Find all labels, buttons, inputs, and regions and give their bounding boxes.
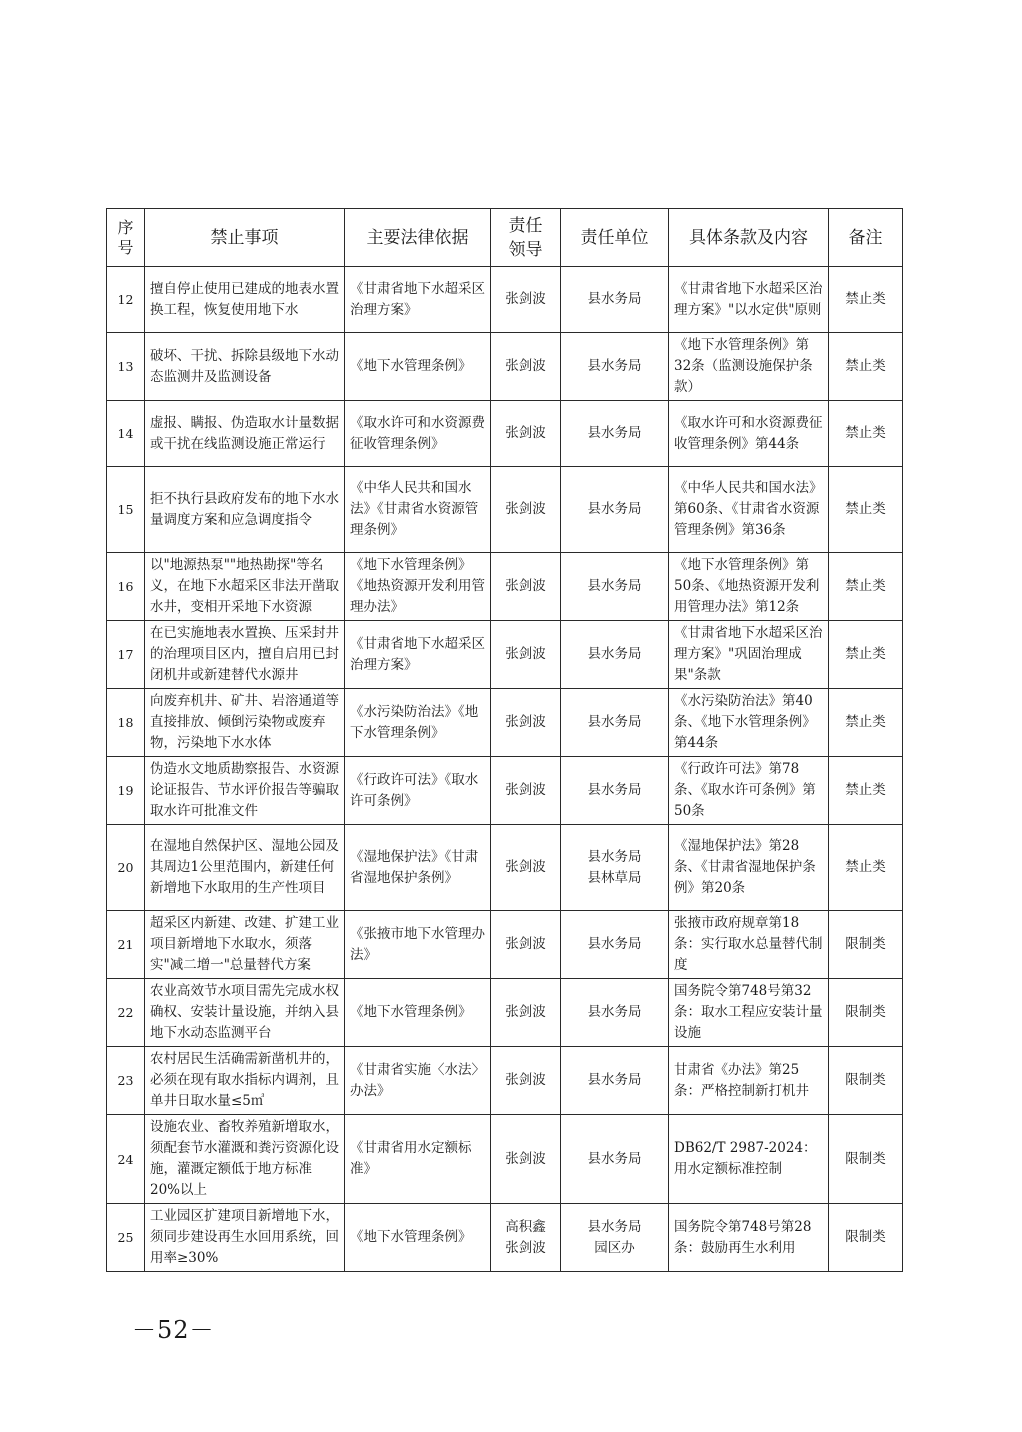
table-row — [107, 467, 903, 553]
cell-item: 以"地源热泵""地热勘探"等名义，在地下水超采区非法开凿取水井，变相开采地下水资源 — [145, 553, 345, 621]
cell-note: 限制类 — [829, 1204, 903, 1272]
cell-leader: 张剑波 — [491, 979, 561, 1047]
cell-clause: 国务院令第748号第28条：鼓励再生水利用 — [669, 1204, 829, 1272]
table-row — [107, 757, 903, 825]
cell-leader: 张剑波 — [491, 689, 561, 757]
cell-item: 在已实施地表水置换、压采封井的治理项目区内，擅自启用已封闭机井或新建替代水源井 — [145, 621, 345, 689]
table-row — [107, 979, 903, 1047]
table-row — [107, 553, 903, 621]
header-leader: 责任领导 — [491, 209, 561, 267]
cell-law: 《甘肃省用水定额标准》 — [345, 1115, 491, 1204]
cell-note: 禁止类 — [829, 401, 903, 467]
cell-item: 设施农业、畜牧养殖新增取水，须配套节水灌溉和粪污资源化设施，灌溉定额低于地方标准20%以上 — [145, 1115, 345, 1204]
cell-clause: 《取水许可和水资源费征收管理条例》第44条 — [669, 401, 829, 467]
cell-unit: 县水务局 — [561, 553, 669, 621]
cell-leader: 张剑波 — [491, 553, 561, 621]
cell-leader: 高积鑫 张剑波 — [491, 1204, 561, 1272]
cell-clause: 《中华人民共和国水法》第60条、《甘肃省水资源管理条例》第36条 — [669, 467, 829, 553]
cell-seq: 12 — [107, 267, 145, 333]
cell-law: 《地下水管理条例》 — [345, 979, 491, 1047]
cell-clause: 《甘肃省地下水超采区治理方案》"以水定供"原则 — [669, 267, 829, 333]
cell-law: 《行政许可法》《取水许可条例》 — [345, 757, 491, 825]
cell-note: 禁止类 — [829, 267, 903, 333]
cell-item: 拒不执行县政府发布的地下水水量调度方案和应急调度指令 — [145, 467, 345, 553]
cell-unit: 县水务局 — [561, 1047, 669, 1115]
table-row — [107, 689, 903, 757]
cell-clause: 《地下水管理条例》第32条（监测设施保护条款） — [669, 333, 829, 401]
cell-clause: 《水污染防治法》第40条、《地下水管理条例》第44条 — [669, 689, 829, 757]
cell-law: 《甘肃省实施〈水法〉办法》 — [345, 1047, 491, 1115]
header-item: 禁止事项 — [145, 209, 345, 267]
cell-note: 限制类 — [829, 979, 903, 1047]
table-header-row — [107, 209, 903, 267]
cell-note: 禁止类 — [829, 333, 903, 401]
cell-leader: 张剑波 — [491, 911, 561, 979]
cell-law: 《取水许可和水资源费征收管理条例》 — [345, 401, 491, 467]
cell-seq: 17 — [107, 621, 145, 689]
cell-seq: 15 — [107, 467, 145, 553]
cell-seq: 22 — [107, 979, 145, 1047]
header-unit: 责任单位 — [561, 209, 669, 267]
cell-item: 向废弃机井、矿井、岩溶通道等直接排放、倾倒污染物或废弃物，污染地下水水体 — [145, 689, 345, 757]
cell-leader: 张剑波 — [491, 757, 561, 825]
cell-unit: 县水务局 — [561, 267, 669, 333]
cell-seq: 24 — [107, 1115, 145, 1204]
cell-note: 禁止类 — [829, 553, 903, 621]
cell-law: 《湿地保护法》《甘肃省湿地保护条例》 — [345, 825, 491, 911]
cell-seq: 14 — [107, 401, 145, 467]
cell-unit: 县水务局 — [561, 467, 669, 553]
cell-leader: 张剑波 — [491, 621, 561, 689]
cell-unit: 县水务局 — [561, 1115, 669, 1204]
header-law: 主要法律依据 — [345, 209, 491, 267]
cell-seq: 25 — [107, 1204, 145, 1272]
cell-item: 擅自停止使用已建成的地表水置换工程，恢复使用地下水 — [145, 267, 345, 333]
cell-note: 禁止类 — [829, 689, 903, 757]
cell-unit: 县水务局 — [561, 401, 669, 467]
cell-note: 禁止类 — [829, 757, 903, 825]
cell-item: 虚报、瞒报、伪造取水计量数据或干扰在线监测设施正常运行 — [145, 401, 345, 467]
cell-unit: 县水务局 — [561, 911, 669, 979]
cell-leader: 张剑波 — [491, 1115, 561, 1204]
cell-seq: 18 — [107, 689, 145, 757]
cell-law: 《中华人民共和国水法》《甘肃省水资源管理条例》 — [345, 467, 491, 553]
cell-clause: 张掖市政府规章第18条：实行取水总量替代制度 — [669, 911, 829, 979]
table-row — [107, 1047, 903, 1115]
header-clause: 具体条款及内容 — [669, 209, 829, 267]
table-row — [107, 911, 903, 979]
cell-leader: 张剑波 — [491, 267, 561, 333]
table-row — [107, 333, 903, 401]
table-row — [107, 621, 903, 689]
cell-clause: DB62/T 2987-2024：用水定额标准控制 — [669, 1115, 829, 1204]
cell-item: 农业高效节水项目需先完成水权确权、安装计量设施，并纳入县地下水动态监测平台 — [145, 979, 345, 1047]
cell-item: 工业园区扩建项目新增地下水，须同步建设再生水回用系统，回用率≥30% — [145, 1204, 345, 1272]
table-row — [107, 401, 903, 467]
page-number: －52－ — [132, 1316, 215, 1344]
cell-note: 禁止类 — [829, 467, 903, 553]
cell-law: 《甘肃省地下水超采区治理方案》 — [345, 267, 491, 333]
cell-law: 《地下水管理条例》 — [345, 1204, 491, 1272]
cell-law: 《地下水管理条例》 — [345, 333, 491, 401]
cell-seq: 19 — [107, 757, 145, 825]
cell-unit: 县水务局 县林草局 — [561, 825, 669, 911]
cell-item: 农村居民生活确需新凿机井的，必须在现有取水指标内调剂，且单井日取水量≤5㎥ — [145, 1047, 345, 1115]
cell-leader: 张剑波 — [491, 825, 561, 911]
cell-unit: 县水务局 园区办 — [561, 1204, 669, 1272]
header-seq: 序号 — [107, 209, 145, 267]
cell-note: 限制类 — [829, 1047, 903, 1115]
cell-unit: 县水务局 — [561, 621, 669, 689]
cell-unit: 县水务局 — [561, 333, 669, 401]
header-note: 备注 — [829, 209, 903, 267]
table-row — [107, 1115, 903, 1204]
cell-unit: 县水务局 — [561, 757, 669, 825]
regulation-table-container — [106, 208, 902, 1272]
cell-law: 《甘肃省地下水超采区治理方案》 — [345, 621, 491, 689]
cell-law: 《地下水管理条例》《地热资源开发利用管理办法》 — [345, 553, 491, 621]
cell-item: 在湿地自然保护区、湿地公园及其周边1公里范围内，新建任何新增地下水取用的生产性项目 — [145, 825, 345, 911]
regulation-table — [106, 208, 903, 1272]
cell-leader: 张剑波 — [491, 333, 561, 401]
cell-law: 《水污染防治法》《地下水管理条例》 — [345, 689, 491, 757]
cell-unit: 县水务局 — [561, 689, 669, 757]
cell-clause: 《行政许可法》第78条、《取水许可条例》第50条 — [669, 757, 829, 825]
cell-law: 《张掖市地下水管理办法》 — [345, 911, 491, 979]
table-body — [107, 267, 903, 1272]
cell-note: 限制类 — [829, 911, 903, 979]
cell-clause: 《地下水管理条例》第50条、《地热资源开发利用管理办法》第12条 — [669, 553, 829, 621]
cell-clause: 甘肃省《办法》第25条：严格控制新打机井 — [669, 1047, 829, 1115]
cell-item: 破坏、干扰、拆除县级地下水动态监测井及监测设备 — [145, 333, 345, 401]
table-row — [107, 825, 903, 911]
cell-leader: 张剑波 — [491, 401, 561, 467]
table-row — [107, 1204, 903, 1272]
cell-note: 禁止类 — [829, 621, 903, 689]
cell-seq: 21 — [107, 911, 145, 979]
cell-seq: 20 — [107, 825, 145, 911]
table-row — [107, 267, 903, 333]
cell-item: 超采区内新建、改建、扩建工业项目新增地下水取水，须落实"减二增一"总量替代方案 — [145, 911, 345, 979]
cell-seq: 16 — [107, 553, 145, 621]
cell-note: 禁止类 — [829, 825, 903, 911]
cell-seq: 13 — [107, 333, 145, 401]
cell-leader: 张剑波 — [491, 1047, 561, 1115]
cell-leader: 张剑波 — [491, 467, 561, 553]
cell-clause: 国务院令第748号第32条：取水工程应安装计量设施 — [669, 979, 829, 1047]
cell-clause: 《甘肃省地下水超采区治理方案》"巩固治理成果"条款 — [669, 621, 829, 689]
cell-unit: 县水务局 — [561, 979, 669, 1047]
cell-seq: 23 — [107, 1047, 145, 1115]
cell-clause: 《湿地保护法》第28条、《甘肃省湿地保护条例》第20条 — [669, 825, 829, 911]
cell-item: 伪造水文地质勘察报告、水资源论证报告、节水评价报告等骗取取水许可批准文件 — [145, 757, 345, 825]
cell-note: 限制类 — [829, 1115, 903, 1204]
